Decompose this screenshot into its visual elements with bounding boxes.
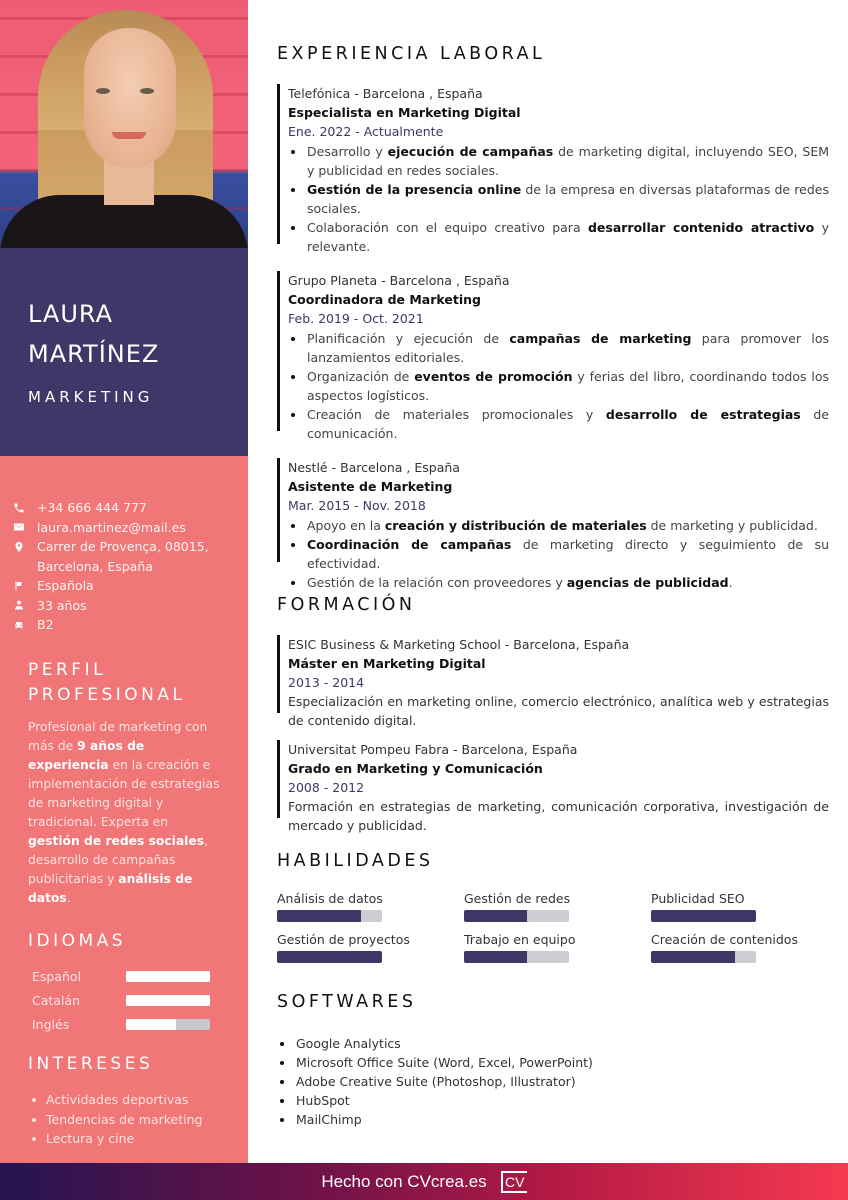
contact-text: +34 666 444 777 (37, 500, 147, 515)
skill-item (277, 931, 464, 963)
skill-level-bar (277, 951, 382, 963)
job-role: MARKETING (28, 388, 154, 406)
contact-text: B2 (37, 617, 54, 632)
interest-item: Tendencias de marketing (28, 1110, 202, 1130)
software-item: Google Analytics (277, 1034, 593, 1053)
bullet-text: de comunicación. (307, 407, 829, 441)
job-bullet (277, 329, 829, 367)
education-org: Universitat Pompeu Fabra - Barcelona, España (288, 742, 578, 757)
bullet-text: Organización de (307, 369, 415, 384)
job-bullet (277, 516, 829, 535)
bullet-highlight: agencias de publicidad (566, 575, 729, 590)
flag-icon (12, 576, 26, 595)
bullet-highlight: Coordinación de campañas (307, 537, 512, 552)
first-name: LAURA (28, 300, 114, 328)
skill-item (464, 890, 651, 922)
profile-highlight: análisis de datos (28, 872, 193, 905)
car-icon (12, 615, 26, 634)
education-title: FORMACIÓN (277, 595, 416, 615)
last-name: MARTÍNEZ (28, 340, 160, 368)
name-block (0, 248, 248, 456)
job-bullet (277, 180, 829, 218)
bullet-highlight: campañas de marketing (509, 331, 692, 346)
skill-level-fill (464, 951, 527, 963)
bullet-highlight: ejecución de campañas (387, 144, 554, 159)
job-position: Asistente de Marketing (288, 479, 453, 494)
languages-title: IDIOMAS (28, 931, 127, 951)
profile-highlight: gestión de redes sociales (28, 834, 205, 848)
contact-text: Española (37, 578, 94, 593)
profile-summary (28, 718, 223, 908)
bullet-highlight: desarrollo de estrategias (605, 407, 801, 422)
contact-text: 33 años (37, 597, 87, 613)
person-icon (12, 596, 26, 615)
bullet-text: Creación de materiales promocionales y (307, 407, 606, 422)
interest-item: Lectura y cine (28, 1129, 202, 1149)
job-bullet (277, 367, 829, 405)
language-label: Español (32, 968, 82, 984)
location-icon (12, 537, 26, 556)
language-level-bar (126, 1019, 210, 1030)
job-entry (277, 271, 829, 443)
skill-level-bar (651, 951, 756, 963)
job-bullet (277, 218, 829, 256)
contact-list (12, 498, 242, 635)
job-org: Nestlé - Barcelona , España (288, 460, 460, 475)
profile-text-part: Profesional de marketing con más de (28, 720, 208, 753)
bullet-text: de marketing y publicidad. (646, 518, 818, 533)
language-label: Catalán (32, 992, 81, 1008)
skill-item (651, 931, 838, 963)
language-level-bar (126, 995, 210, 1006)
education-degree: Máster en Marketing Digital (288, 656, 486, 671)
profile-title-line2: PROFESIONAL (28, 685, 186, 705)
contact-license (12, 615, 242, 635)
skill-level-fill (651, 951, 735, 963)
profile-title (28, 658, 185, 708)
photo-eye-left (96, 88, 110, 94)
bullet-highlight: Gestión de la presencia online (307, 182, 522, 197)
job-bullet (277, 535, 829, 573)
softwares-list (277, 1034, 593, 1129)
language-label: Inglés (32, 1016, 70, 1032)
job-date: Ene. 2022 - Actualmente (288, 124, 444, 139)
education-date: 2008 - 2012 (288, 780, 365, 795)
skill-label: Trabajo en equipo (464, 932, 576, 947)
language-level-fill (126, 1019, 176, 1030)
skill-level-bar (651, 910, 756, 922)
skills-grid (277, 890, 837, 963)
profile-text-part: , desarrollo de campañas publicitarias y (28, 834, 208, 886)
job-bullet (277, 142, 829, 180)
mail-icon (12, 518, 26, 537)
bullet-text: de marketing directo y seguimiento de su efectividad. (307, 537, 829, 571)
education-date: 2013 - 2014 (288, 675, 365, 690)
bullet-text: y ferias del libro, coordinando todos los aspectos logísticos. (307, 369, 829, 403)
skill-level-bar (464, 910, 569, 922)
job-bullet (277, 573, 829, 592)
job-date: Mar. 2015 - Nov. 2018 (288, 498, 426, 513)
bullet-text: Gestión de la relación con proveedores y (307, 575, 567, 590)
footer-text[interactable]: Hecho con CVcrea.es (321, 1171, 487, 1191)
education-description: Formación en estrategias de marketing, comunicación corporativa, investigación de mercado y publicidad. (288, 799, 829, 833)
bullet-text: y relevante. (307, 220, 830, 254)
job-org: Telefónica - Barcelona , España (288, 86, 483, 101)
software-item: Microsoft Office Suite (Word, Excel, PowerPoint) (277, 1053, 593, 1072)
profile-title-line1: PERFIL (28, 660, 107, 680)
bullet-text: Planificación y ejecución de (307, 331, 510, 346)
footer-banner[interactable] (0, 1163, 848, 1200)
language-level-fill (126, 995, 210, 1006)
job-org: Grupo Planeta - Barcelona , España (288, 273, 510, 288)
interests-list (28, 1090, 202, 1149)
photo-mouth (112, 132, 146, 139)
skill-label: Publicidad SEO (651, 891, 745, 906)
language-level-bar (126, 971, 210, 982)
job-bullets (277, 516, 829, 592)
job-bullets (277, 329, 829, 443)
education-degree: Grado en Marketing y Comunicación (288, 761, 543, 776)
job-date: Feb. 2019 - Oct. 2021 (288, 311, 424, 326)
skill-level-bar (464, 951, 569, 963)
skill-item (464, 931, 651, 963)
skill-level-fill (277, 951, 382, 963)
job-bullets (277, 142, 829, 256)
bullet-highlight: creación y distribución de materiales (384, 518, 647, 533)
skill-item (277, 890, 464, 922)
contact-phone (12, 498, 242, 518)
interest-item: Actividades deportivas (28, 1090, 202, 1110)
skill-label: Creación de contenidos (651, 932, 798, 947)
job-position: Especialista en Marketing Digital (288, 105, 521, 120)
experience-title: EXPERIENCIA LABORAL (277, 44, 546, 64)
contact-text: Carrer de Provença, 08015, Barcelona, España (37, 539, 209, 574)
profile-text-part: . (66, 891, 71, 905)
softwares-title: SOFTWARES (277, 992, 417, 1012)
language-item (32, 964, 222, 988)
skill-level-fill (464, 910, 527, 922)
software-item: MailChimp (277, 1110, 593, 1129)
bullet-text: de la empresa en diversas plataformas de redes sociales. (307, 182, 829, 216)
contact-email (12, 518, 242, 538)
photo-face (84, 28, 176, 168)
education-entry (277, 635, 829, 730)
education-description: Especialización en marketing online, comercio electrónico, analítica web y estrategias de contenido digital. (288, 694, 829, 728)
profile-photo (0, 0, 248, 248)
skill-label: Gestión de redes (464, 891, 571, 906)
profile-text-part: en la creación e implementación de estrategias de marketing digital y tradicional. Experta en (28, 758, 220, 829)
skill-label: Gestión de proyectos (277, 932, 410, 947)
skill-level-fill (277, 910, 361, 922)
contact-age (12, 596, 242, 616)
contact-nationality (12, 576, 242, 596)
entry-divider (277, 635, 280, 713)
bullet-text: para promover los lanzamientos editoriales. (307, 331, 830, 365)
bullet-text: Desarrollo y (307, 144, 388, 159)
entry-divider (277, 740, 280, 818)
skill-level-fill (651, 910, 756, 922)
job-entry (277, 458, 829, 592)
profile-highlight: 9 años de experiencia (28, 739, 145, 772)
language-item (32, 1012, 222, 1036)
software-item: HubSpot (277, 1091, 593, 1110)
cvcrea-logo-icon: CV (501, 1171, 527, 1193)
skill-level-bar (277, 910, 382, 922)
bullet-highlight: eventos de promoción (414, 369, 573, 384)
phone-icon (12, 498, 26, 517)
bullet-highlight: desarrollar contenido atractivo (587, 220, 815, 235)
skills-title: HABILIDADES (277, 851, 434, 871)
job-bullet (277, 405, 829, 443)
bullet-text: Apoyo en la (307, 518, 385, 533)
job-entry (277, 84, 829, 256)
software-item: Adobe Creative Suite (Photoshop, Illustrator) (277, 1072, 593, 1091)
languages-list (32, 964, 222, 1036)
bullet-text: de marketing digital, incluyendo SEO, SEM y publicidad en redes sociales. (307, 144, 829, 178)
language-item (32, 988, 222, 1012)
contact-address (12, 537, 242, 576)
education-entry (277, 740, 829, 835)
skill-label: Análisis de datos (277, 891, 383, 906)
bullet-text: Colaboración con el equipo creativo para (307, 220, 588, 235)
job-position: Coordinadora de Marketing (288, 292, 481, 307)
bullet-text: . (728, 575, 733, 590)
education-org: ESIC Business & Marketing School - Barcelona, España (288, 637, 630, 652)
photo-eye-right (140, 88, 154, 94)
contact-text: laura.martinez@mail.es (37, 519, 186, 535)
language-level-fill (126, 971, 210, 982)
skill-item (651, 890, 838, 922)
interests-title: INTERESES (28, 1054, 154, 1074)
